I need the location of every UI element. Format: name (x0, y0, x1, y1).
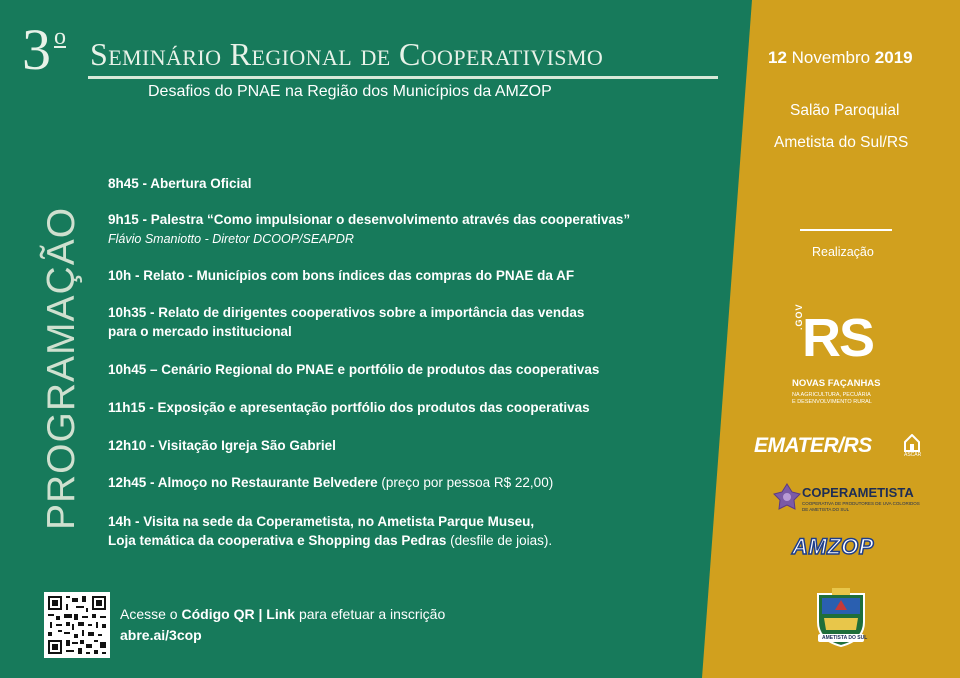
qr-code-icon (44, 592, 110, 658)
registration-prefix: Acesse o (120, 606, 182, 622)
subtitle: Desafios do PNAE na Região dos Municípios da AMZOP (148, 83, 552, 100)
qr-code[interactable] (44, 592, 110, 658)
ordinal-number: 3 (22, 17, 51, 82)
coperametista-small-1: COOPERATIVA DE PRODUTORES DE UVA COLORIDOS (802, 501, 920, 506)
amzop-logo (792, 534, 892, 562)
gov-text: .GOV (794, 303, 804, 330)
programacao-label: PROGRAMAÇÃO (40, 206, 83, 530)
schedule-item (108, 210, 630, 249)
title-underline (88, 76, 718, 79)
venue-line-1: Salão Paroquial (790, 102, 900, 119)
rs-gov-logo (784, 303, 924, 414)
schedule-item (108, 512, 552, 550)
event-date (768, 48, 913, 68)
item-speaker: Flávio Smaniotto - Diretor DCOOP/SEAPDR (108, 232, 354, 246)
item-title: 8h45 - Abertura Oficial (108, 176, 252, 191)
schedule-item (108, 174, 252, 193)
crest-text: AMETISTA DO SUL (822, 635, 868, 641)
title-text: Seminário Regional de Cooperativismo (90, 36, 604, 72)
item-title: 10h - Relato - Municípios com bons índices das compras do PNAE da AF (108, 268, 575, 283)
item-title: 10h35 - Relato de dirigentes cooperativos sobre a importância das vendas (108, 305, 585, 320)
rs-dept-1: NA AGRICULTURA, PECUÁRIA (792, 392, 871, 398)
emater-logo (754, 432, 924, 462)
municipal-crest (812, 586, 870, 648)
emater-small: ASCAR (904, 452, 922, 458)
divider (800, 229, 892, 231)
coperametista-small (802, 501, 920, 513)
item-title: 10h45 – Cenário Regional do PNAE e portfólio de produtos das cooperativas (108, 362, 600, 377)
item-title-cont: Loja temática da cooperativa e Shopping das Pedras (108, 533, 447, 548)
registration-suffix: para efetuar a inscrição (295, 606, 446, 622)
schedule-item (108, 303, 584, 341)
event-info-column (752, 0, 960, 678)
item-title-cont: para o mercado institucional (108, 324, 292, 339)
coperametista-small-2: DE AMETISTA DO SUL (802, 507, 850, 512)
emater-house-icon (904, 434, 920, 452)
item-title: 12h10 - Visitação Igreja São Gabriel (108, 438, 336, 453)
seminar-title (22, 17, 702, 82)
rs-text: RS (802, 308, 874, 368)
rs-department (792, 392, 872, 406)
ordinal-suffix: o (54, 24, 66, 50)
registration-text (120, 604, 445, 646)
item-title: 9h15 - Palestra “Como impulsionar o desenvolvimento através das cooperativas” (108, 212, 631, 227)
item-title: 11h15 - Exposição e apresentação portfólio dos produtos das cooperativas (108, 400, 590, 415)
item-title: 14h - Visita na sede da Coperametista, no Ametista Parque Museu, (108, 514, 535, 529)
emater-text: EMATER/RS (754, 434, 872, 457)
rs-dept-2: E DESENVOLVIMENTO RURAL (792, 399, 872, 405)
schedule-item (108, 398, 590, 417)
coperametista-text: COPERAMETISTA (802, 485, 914, 500)
rs-tagline: NOVAS FAÇANHAS (792, 378, 881, 389)
amzop-text: AMZOP (792, 534, 874, 559)
date-day: 12 (768, 48, 787, 67)
schedule-item (108, 266, 574, 285)
date-month: Novembro (786, 48, 875, 67)
item-note: (preço por pessoa R$ 22,00) (377, 475, 554, 490)
organizer-label: Realização (812, 245, 874, 259)
venue-line-2: Ametista do Sul/RS (774, 134, 909, 151)
schedule-item (108, 360, 599, 379)
schedule-item (108, 473, 553, 492)
item-title: 12h45 - Almoço no Restaurante Belvedere (108, 475, 378, 490)
registration-bold: Código QR | Link (181, 606, 296, 622)
schedule-item (108, 436, 336, 455)
gem-icon (772, 482, 802, 512)
registration-link[interactable]: abre.ai/3cop (120, 627, 202, 643)
item-note: (desfile de joias). (446, 533, 553, 548)
date-year: 2019 (874, 48, 913, 67)
coperametista-logo (772, 482, 942, 516)
